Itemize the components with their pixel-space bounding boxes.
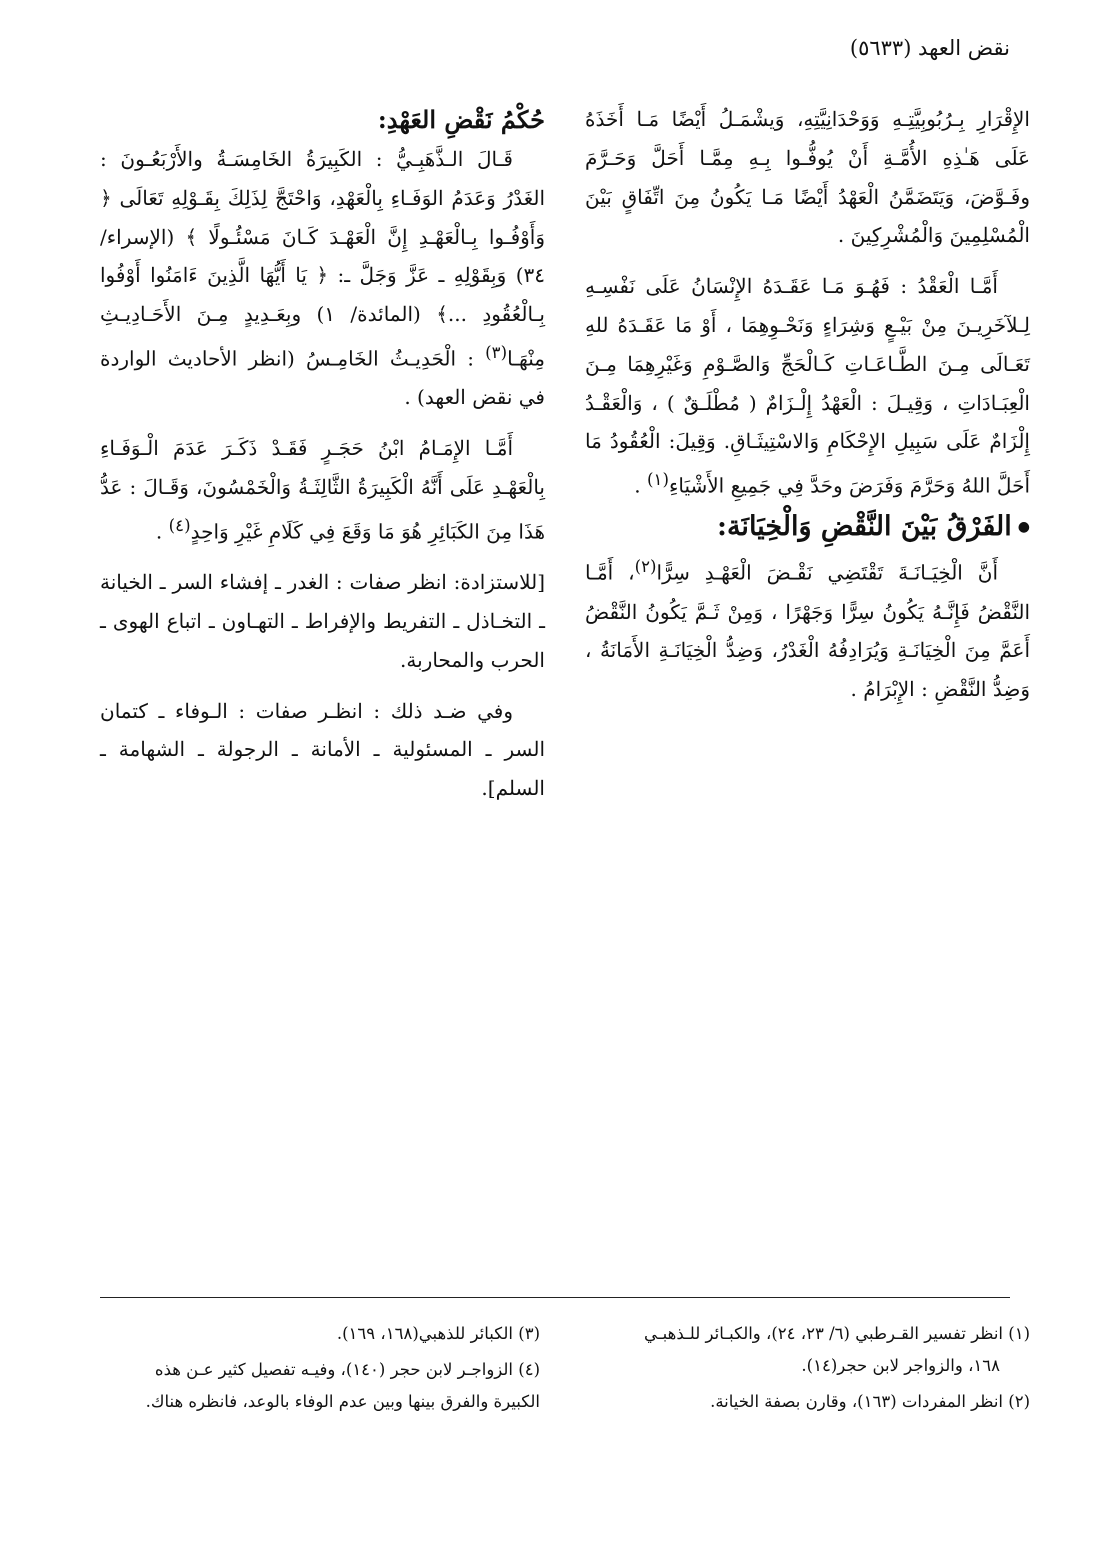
footnote-4-line1: (٤) الزواجـر لابن حجر (١٤٠)، وفيـه تفصيل كثير عـن هذه	[154, 1360, 540, 1379]
paragraph-covenant-definition: الإِقْرَارِ بِـرُبُوبِيَّتِـهِ وَوَحْدَانِيَّتِهِ، وَيشْمَـلُ أَيْضًا مَـا أَخَذَهُ عَلَى هَـٰذِهِ الأُمَّـةِ أَنْ يُوفُّـوا بِـهِ مِمَّـا أَحَلَّ وَحَـرَّمَ وفَـوَّضَ، وَيَتَضَمَّنُ الْعَهْدُ أَيْضًا مَـا يَكُونُ مِنَ اتِّفَاقٍ بَيْنَ الْمُسْلِمِينَ وَالْمُشْرِكِينَ .	[585, 107, 1030, 248]
paragraph-aqd-definition	[585, 267, 1030, 505]
footnote-divider	[100, 1297, 1010, 1298]
footnote-ref-3[interactable]: (٣)	[485, 342, 508, 362]
paragraph-difference-part2: ، أَمَّـا النَّقْضُ فَإِنَّـهُ يَكُونُ سِرًّا وَجَهْرًا ، وَمِنْ ثَـمَّ يَكُونُ النَّقْضُ أَعَمَّ مِنَ الْخِيَانَـةِ وَيُرَادِفُهُ الْغَدْرُ، وَضِدُّ الْخِيَانَـةِ الأَمَانَةُ ، وَضِدُّ النَّقْضِ : الإِبْرَامُ .	[585, 560, 1030, 702]
footnote-4-line2: الكبيرة والفرق بينها وبين عدم الوفاء بالوعد، فانظره هناك.	[145, 1392, 540, 1411]
paragraph-aqd-text: أَمَّـا الْعَقْدُ : فَهُـوَ مَـا عَقَـدَهُ الإِنْسَانُ عَلَى نَفْسِـهِ لِـلآخَرِيـنَ مِنْ بَيْـعٍ وَشِرَاءٍ وَنَحْـوِهِمَا ، أَوْ مَا عَقَـدَهُ للهِ تَعَـالَى مِـنَ الطَّـاعَـاتِ كَـالْحَجِّ وَالصَّـوْمِ وَغَيْرِهِمَا مِـنَ الْعِبَـادَاتِ ، وَقِيـلَ : الْعَهْدُ إِلْـزَامٌ ( مُطْلَـقٌ ) ، وَالْعَقْـدُ إِلْزَامٌ عَلَى سَبِيلِ الإِحْكَامِ وَالاسْتِيثَـاقِ. وَقِيلَ: الْعُقُودُ مَا أَحَلَّ اللهُ وَحَرَّمَ وَفَرَضَ وحَدَّ فِي جَمِيعِ الأَشْيَاءِ	[585, 274, 1030, 498]
running-title: نقض العهد (٥٦٣٣)	[849, 36, 1010, 60]
heading-difference-text: الفَرْقُ بَيْنَ النَّقْضِ وَالْخِيَانَة:	[716, 510, 1012, 542]
footnote-1-line1: (١) انظر تفسير القـرطبي (٦/ ٢٣، ٢٤)، والكبـائر للـذهبـي	[644, 1324, 1030, 1343]
footnote-4	[100, 1354, 540, 1418]
paragraph-see-also: [للاستزادة: انظر صفات : الغدر ـ إفشاء السر ـ الخيانة ـ التخـاذل ـ التفريط والإفراط ـ التهـاون ـ اتباع الهوى ـ الحرب والمحاربة.	[100, 570, 545, 672]
paragraph-opposites: وفي ضـد ذلك : انظـر صفات : الـوفاء ـ كتمان السر ـ المسئولية ـ الأمانة ـ الرجولة ـ الشهامة ـ السلم].	[100, 698, 545, 801]
footnote-ref-2[interactable]: (٢)	[634, 557, 657, 577]
paragraph-ibn-hajar	[100, 429, 545, 551]
paragraph-aqd-end: .	[634, 473, 647, 498]
heading-bullet-icon: ●	[1017, 519, 1030, 536]
footnote-1	[590, 1318, 1030, 1382]
footnote-3: (٣) الكبائر للذهبي(١٦٨، ١٦٩).	[336, 1324, 540, 1343]
footnote-1-line2: ١٦٨، والزواجر لابن حجر(١٤).	[801, 1356, 1000, 1375]
footnotes-left	[100, 1318, 540, 1422]
paragraph-dhahabi-part1: قَـالَ الـذَّهَبِـيُّ : الكَبِيرَةُ الخَامِسَـةُ والأَرْبَعُـونَ : الغَدْرُ وَعَدَمُ الوَفَـاءِ بِالْعَهْدِ، وَاحْتَجَّ لِذَلِكَ بِقَـوْلِهِ تَعَالَى ﴿ وَأَوْفُـوا بِـالْعَهْـدِ إِنَّ الْعَهْـدَ كَـانَ مَسْئُـولًا ﴾ (الإسراء/ ٣٤) وَبِقَوْلِهِ ـ عَزَّ وَجَلَّ ـ: ﴿ يَا أَيُّهَا الَّذِينَ ءَامَنُوا أَوْفُوا بِـالْعُقُودِ ...﴾ (المائدة/ ١) وبِعَـدِيدٍ مِـنَ الأَحَـادِيـثِ مِنْهَـا	[100, 147, 545, 371]
paragraph-difference	[585, 548, 1030, 709]
paragraph-dhahabi-part2: : الْحَدِيـثُ الخَامِـسُ (انظر الأحاديث الواردة في نقض العهد) .	[100, 346, 545, 410]
footnote-2: (٢) انظر المفردات (١٦٣)، وقارن بصفة الخيانة.	[710, 1392, 1030, 1411]
heading-difference	[585, 506, 1030, 549]
running-header	[100, 30, 1010, 66]
footnotes-right	[590, 1318, 1030, 1422]
left-column	[100, 100, 545, 808]
right-column	[585, 100, 1030, 709]
heading-ruling: حُكْمُ نَقْضِ العَهْدِ:	[377, 105, 545, 134]
paragraph-dhahabi	[100, 140, 545, 417]
paragraph-ibn-hajar-part2: .	[155, 519, 169, 544]
paragraph-difference-part1: أَنَّ الْخِيَـانَـةَ تَقْتَضِي نَقْـضَ الْعَهْـدِ سِرًّا	[656, 560, 998, 585]
paragraph-ibn-hajar-part1: أَمَّـا الإِمَـامُ ابْنُ حَجَـرٍ فَقَـدْ ذَكَـرَ عَدَمَ الْـوَفَـاءِ بِالْعَهْـدِ عَلَى أَنَّهُ الْكَبِيرَةُ الثَّالِثَـةُ وَالْخَمْسُونَ، وَقَـالَ : عَدُّ هَذَا مِنَ الكَبَائِرِ هُوَ مَا وَقَعَ فِي كَلَامِ غَيْرِ وَاحِدٍ	[100, 436, 545, 544]
footnote-ref-4[interactable]: (٤)	[168, 515, 191, 535]
footnote-ref-1[interactable]: (١)	[647, 470, 669, 490]
